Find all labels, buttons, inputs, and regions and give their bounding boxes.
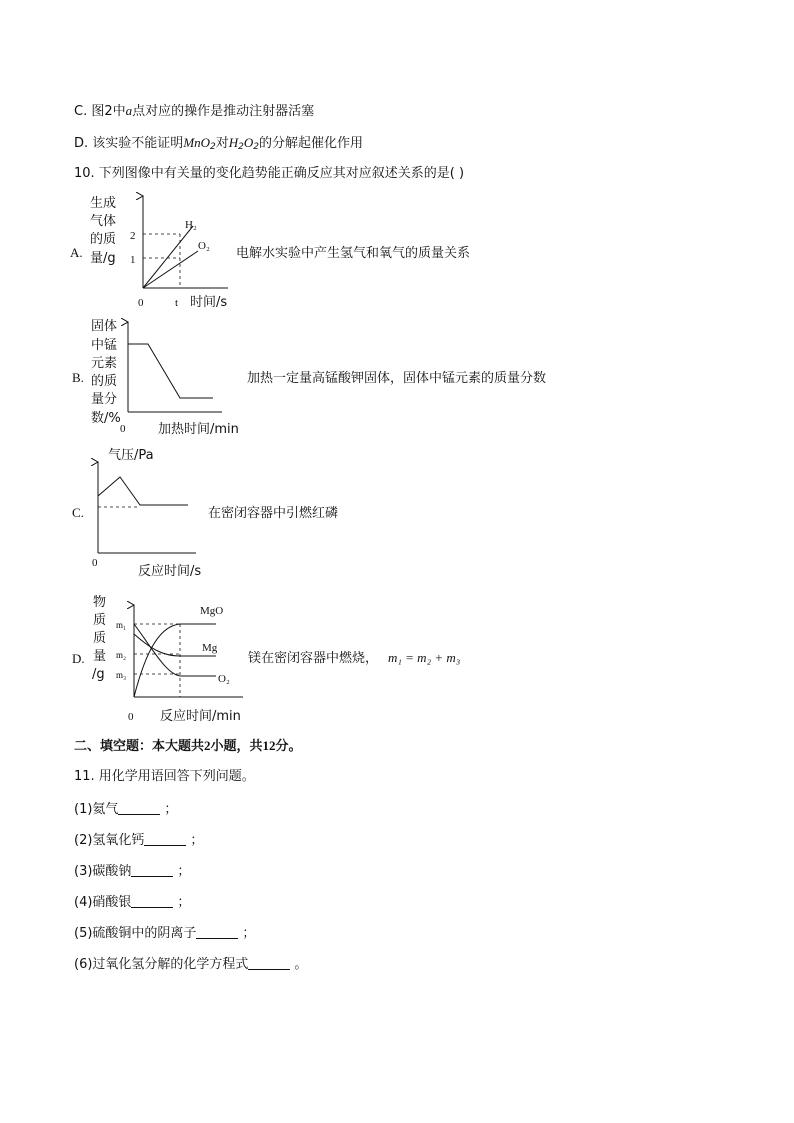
option-b-description: 加热一定量高锰酸钾固体，固体中锰元素的质量分数 [247, 371, 547, 386]
svg-text:固体: 固体 [91, 319, 118, 334]
option-b [72, 318, 546, 437]
option-a-series-o2-label: O₂ [198, 240, 210, 252]
option-b-curve [128, 344, 213, 398]
question-11-item-2: (2)氢氧化钙 ； [74, 833, 204, 848]
option-d-ytick-m2: m₂ [116, 650, 127, 660]
question-11-item-1: (1)氦气 ； [74, 802, 178, 817]
svg-text:的质: 的质 [91, 374, 118, 389]
option-c-ylabel: 气压/Pa [108, 448, 154, 463]
option-a-origin: 0 [138, 297, 144, 309]
answer-blank-2[interactable] [144, 832, 186, 846]
option-c-description: 在密闭容器中引燃红磷 [208, 506, 339, 521]
option-a-ytick-2: 2 [130, 230, 136, 242]
option-c-letter: C. [72, 505, 84, 520]
option-a-series-o2 [143, 251, 198, 288]
svg-text:量/g: 量/g [90, 251, 116, 266]
question-11-item-6: (6)过氧化氢分解的化学方程式 。 [74, 957, 308, 972]
option-a-xlabel: 时间/s [190, 295, 228, 310]
svg-text:元素: 元素 [91, 356, 118, 371]
question-11-item-4: (4)硝酸银 ； [74, 895, 191, 910]
option-a-description: 电解水实验中产生氢气和氧气的质量关系 [236, 246, 471, 261]
option-c-curve [98, 477, 188, 505]
option-d-origin: 0 [128, 711, 134, 723]
option-c-xlabel: 反应时间/s [138, 564, 202, 579]
option-b-origin: 0 [120, 423, 126, 435]
option-a-series-h2 [143, 226, 193, 288]
option-c-prev: C. 图2中a点对应的操作是推动注射器活塞 [74, 103, 315, 119]
answer-blank-6[interactable] [248, 956, 290, 970]
option-a-xtick-t: t [175, 297, 179, 309]
answer-blank-4[interactable] [131, 894, 173, 908]
option-d-formula: m₁ = m₂ + m₃ [388, 650, 461, 665]
option-a [70, 195, 470, 310]
question-11-item-5: (5)硫酸铜中的阴离子 ； [74, 926, 256, 941]
svg-text:/g: /g [92, 667, 105, 682]
svg-text:气体: 气体 [90, 214, 117, 229]
svg-text:量分: 量分 [91, 392, 118, 407]
svg-text:的质: 的质 [90, 232, 117, 247]
option-a-ytick-1: 1 [130, 254, 136, 266]
svg-text:质: 质 [93, 613, 107, 628]
option-d-series-mg-label: Mg [202, 642, 218, 654]
option-a-series-h2-label: H₂ [185, 219, 197, 231]
option-d-ytick-m1: m₁ [116, 620, 127, 630]
option-d-series-mgo-label: MgO [200, 605, 224, 617]
question-11-stem: 11. 用化学用语回答下列问题。 [74, 769, 255, 784]
svg-text:中锰: 中锰 [91, 338, 118, 353]
option-d-prev: D. 该实验不能证明MnO$_2$对$H_2O_2$的分解起催化作用 [74, 135, 364, 152]
option-d-letter: D. [72, 651, 85, 666]
option-b-letter: B. [72, 370, 84, 385]
option-b-xlabel: 加热时间/min [158, 422, 239, 437]
answer-blank-1[interactable] [118, 801, 160, 815]
option-d [72, 594, 460, 724]
svg-text:物: 物 [93, 595, 107, 610]
svg-text:数/%: 数/% [91, 411, 121, 426]
option-d-xlabel: 反应时间/min [160, 709, 241, 724]
answer-blank-3[interactable] [131, 863, 173, 877]
option-d-description: 镁在密闭容器中燃烧， [248, 651, 379, 666]
answer-blank-5[interactable] [196, 925, 238, 939]
section-2-title: 二、填空题：本大题共2小题，共12分。 [74, 738, 302, 754]
question-11-item-3: (3)碳酸钠 ； [74, 864, 191, 879]
svg-text:量: 量 [93, 649, 107, 664]
option-d-ytick-m3: m₃ [116, 670, 127, 680]
svg-text:质: 质 [93, 631, 107, 646]
option-c [72, 448, 338, 579]
option-d-series-o2-label: O₂ [218, 673, 230, 685]
option-d-series-mgo [134, 624, 216, 697]
svg-text:生成: 生成 [90, 196, 117, 211]
option-c-origin: 0 [92, 557, 98, 569]
question-10-stem: 10. 下列图像中有关量的变化趋势能正确反应其对应叙述关系的是( ) [74, 166, 465, 181]
option-a-letter: A. [70, 245, 83, 260]
